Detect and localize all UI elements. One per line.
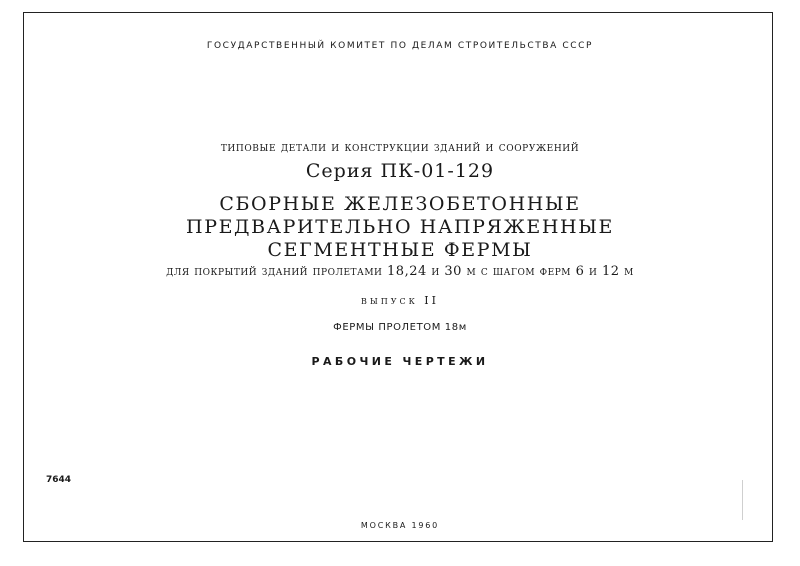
city-year: МОСКВА 1960 — [360, 521, 440, 530]
title-line-3: СЕГМЕНТНЫЕ ФЕРМЫ — [267, 239, 533, 261]
document-type: РАБОЧИЕ ЧЕРТЕЖИ — [311, 355, 489, 368]
part-title: ФЕРМЫ ПРОЛЕТОМ 18м — [333, 322, 467, 333]
series-number: Серия ПК-01-129 — [305, 160, 495, 182]
scan-artifact-line — [742, 480, 743, 520]
title-line-1: СБОРНЫЕ ЖЕЛЕЗОБЕТОННЫЕ — [219, 193, 581, 215]
category-line: типовые детали и конструкции зданий и сооружений — [220, 140, 580, 155]
issue-number: выпуск II — [360, 294, 439, 307]
title-line-2: ПРЕДВАРИТЕЛЬНО НАПРЯЖЕННЫЕ — [186, 216, 614, 238]
subtitle-line: для покрытий зданий пролетами 18,24 и 30 м с шагом ферм 6 и 12 м — [166, 264, 634, 279]
committee-name: ГОСУДАРСТВЕННЫЙ КОМИТЕТ ПО ДЕЛАМ СТРОИТЕЛЬСТВА СССР — [206, 41, 594, 51]
archive-number: 7644 — [46, 475, 72, 485]
